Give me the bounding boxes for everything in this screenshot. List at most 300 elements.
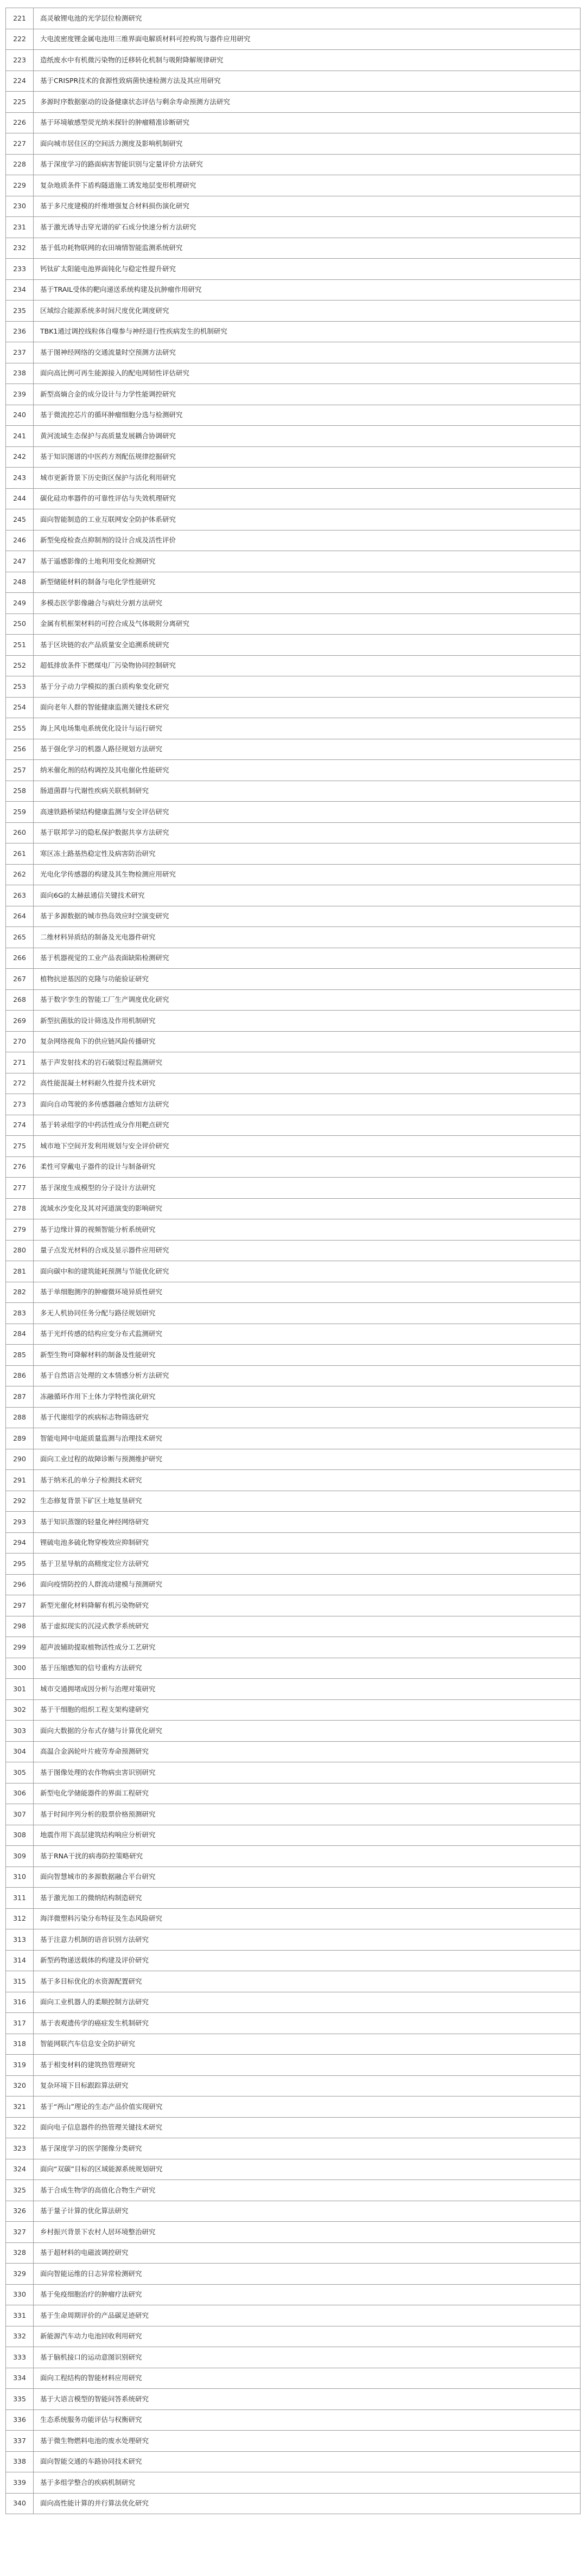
row-number: 296: [6, 1574, 34, 1595]
table-row: [6, 71, 581, 92]
row-number: 265: [6, 927, 34, 948]
table-row: [6, 2222, 581, 2243]
table-row: [6, 363, 581, 384]
project-title: 基于免疫细胞治疗的肿瘤疗法研究: [34, 2284, 581, 2305]
row-number: 282: [6, 1282, 34, 1303]
row-number: 254: [6, 697, 34, 718]
project-title: TBK1通过调控线粒体自噬参与神经退行性疾病发生的机制研究: [34, 321, 581, 342]
row-number: 325: [6, 2180, 34, 2201]
project-title: 钙钛矿太阳能电池界面钝化与稳定性提升研究: [34, 259, 581, 280]
row-number: 233: [6, 259, 34, 280]
project-title: 基于卫星导航的高精度定位方法研究: [34, 1554, 581, 1575]
row-number: 222: [6, 29, 34, 50]
row-number: 230: [6, 196, 34, 217]
project-title: 基于RNA干扰的病毒防控策略研究: [34, 1846, 581, 1867]
table-row: [6, 635, 581, 656]
table-row: [6, 1052, 581, 1073]
table-row: [6, 217, 581, 238]
table-row: [6, 154, 581, 175]
project-title: 高性能混凝土材料耐久性提升技术研究: [34, 1073, 581, 1094]
table-row: [6, 802, 581, 823]
project-title: 面向高比例可再生能源接入的配电网韧性评估研究: [34, 363, 581, 384]
project-title: 面向智能交通的车路协同技术研究: [34, 2451, 581, 2472]
row-number: 243: [6, 468, 34, 489]
project-title: 基于纳米孔的单分子检测技术研究: [34, 1470, 581, 1491]
project-title: 城市交通拥堵成因分析与治理对策研究: [34, 1679, 581, 1700]
row-number: 251: [6, 635, 34, 656]
row-number: 271: [6, 1052, 34, 1073]
table-row: [6, 1574, 581, 1595]
project-title: 基于多源数据的城市热岛效应时空演变研究: [34, 906, 581, 927]
table-row: [6, 1929, 581, 1951]
row-number: 253: [6, 676, 34, 698]
table-row: [6, 1804, 581, 1825]
table-row: [6, 1512, 581, 1533]
project-title: 基于强化学习的机器人路径规划方法研究: [34, 739, 581, 760]
project-title: 基于深度生成模型的分子设计方法研究: [34, 1178, 581, 1199]
row-number: 312: [6, 1908, 34, 1929]
table-row: [6, 1365, 581, 1386]
table-row: [6, 1345, 581, 1366]
project-title: 基于光纤传感的结构应变分布式监测研究: [34, 1324, 581, 1345]
table-row: [6, 1637, 581, 1658]
project-title: 面向智慧城市的多源数据融合平台研究: [34, 1867, 581, 1888]
project-title: 基于知识图谱的中医药方剂配伍规律挖掘研究: [34, 446, 581, 468]
row-number: 293: [6, 1512, 34, 1533]
row-number: 241: [6, 426, 34, 447]
table-row: [6, 1491, 581, 1512]
project-title: 高速铁路桥梁结构健康监测与安全评估研究: [34, 802, 581, 823]
row-number: 327: [6, 2222, 34, 2243]
table-row: [6, 384, 581, 405]
project-title: 基于代谢组学的疾病标志物筛选研究: [34, 1407, 581, 1428]
table-row: [6, 196, 581, 217]
project-title: 超低排放条件下燃煤电厂污染物协同控制研究: [34, 655, 581, 676]
project-list-table: [5, 8, 581, 2514]
row-number: 255: [6, 718, 34, 739]
table-row: [6, 2305, 581, 2326]
table-row: [6, 2201, 581, 2222]
table-row: [6, 1741, 581, 1762]
project-title: 新型光催化材料降解有机污染物研究: [34, 1595, 581, 1616]
row-number: 276: [6, 1156, 34, 1178]
row-number: 263: [6, 885, 34, 906]
row-number: 229: [6, 175, 34, 196]
project-title: 黄河流域生态保护与高质量发展耦合协调研究: [34, 426, 581, 447]
project-title: 高灵敏锂电池的光学层位检测研究: [34, 8, 581, 29]
table-row: [6, 1783, 581, 1804]
row-number: 267: [6, 969, 34, 990]
row-number: 242: [6, 446, 34, 468]
table-row: [6, 1407, 581, 1428]
project-title: 新型抗菌肽的设计筛选及作用机制研究: [34, 1011, 581, 1032]
table-row: [6, 1303, 581, 1324]
table-row: [6, 509, 581, 530]
project-title: 量子点发光材料的合成及显示器件应用研究: [34, 1240, 581, 1261]
table-row: [6, 1240, 581, 1261]
row-number: 299: [6, 1637, 34, 1658]
project-title: 基于多组学整合的疾病机制研究: [34, 2472, 581, 2494]
row-number: 289: [6, 1428, 34, 1449]
table-row: [6, 1031, 581, 1052]
project-title: 大电流密度锂金属电池用三维界面电解质材料可控构筑与器件应用研究: [34, 29, 581, 50]
project-title: 面向电子信息器件的热管理关键技术研究: [34, 2117, 581, 2138]
project-list-body: [6, 8, 581, 2514]
row-number: 305: [6, 1762, 34, 1784]
row-number: 338: [6, 2451, 34, 2472]
row-number: 320: [6, 2075, 34, 2096]
row-number: 285: [6, 1345, 34, 1366]
row-number: 292: [6, 1491, 34, 1512]
project-title: 面向6G的太赫兹通信关键技术研究: [34, 885, 581, 906]
project-title: 基于生命周期评价的产品碳足迹研究: [34, 2305, 581, 2326]
row-number: 286: [6, 1365, 34, 1386]
row-number: 277: [6, 1178, 34, 1199]
table-row: [6, 2180, 581, 2201]
table-row: [6, 279, 581, 301]
project-title: 多模态医学影像融合与病灶分割方法研究: [34, 593, 581, 614]
project-title: 基于分子动力学模拟的蛋白质构象变化研究: [34, 676, 581, 698]
project-title: 基于联邦学习的隐私保护数据共享方法研究: [34, 822, 581, 843]
table-row: [6, 1428, 581, 1449]
table-row: [6, 2138, 581, 2159]
table-row: [6, 2347, 581, 2368]
table-row: [6, 927, 581, 948]
table-row: [6, 133, 581, 155]
table-row: [6, 1282, 581, 1303]
project-title: 复杂网络视角下的供应链风险传播研究: [34, 1031, 581, 1052]
table-row: [6, 989, 581, 1011]
table-row: [6, 948, 581, 969]
row-number: 281: [6, 1261, 34, 1282]
row-number: 336: [6, 2409, 34, 2431]
project-title: 基于深度学习的路面病害智能识别与定量评价方法研究: [34, 154, 581, 175]
project-title: 面向老年人群的智能健康监测关键技术研究: [34, 697, 581, 718]
row-number: 226: [6, 112, 34, 133]
row-number: 328: [6, 2242, 34, 2264]
project-title: 基于环境敏感型荧光纳米探针的肿瘤精准诊断研究: [34, 112, 581, 133]
table-row: [6, 1324, 581, 1345]
row-number: 331: [6, 2305, 34, 2326]
table-row: [6, 8, 581, 29]
project-title: 基于微流控芯片的循环肿瘤细胞分选与检测研究: [34, 405, 581, 426]
project-title: 基于激光诱导击穿光谱的矿石成分快速分析方法研究: [34, 217, 581, 238]
table-row: [6, 864, 581, 885]
row-number: 330: [6, 2284, 34, 2305]
row-number: 227: [6, 133, 34, 155]
row-number: 315: [6, 1971, 34, 1992]
project-title: 碳化硅功率器件的可靠性评估与失效机理研究: [34, 488, 581, 509]
table-row: [6, 1136, 581, 1157]
table-row: [6, 2242, 581, 2264]
row-number: 334: [6, 2368, 34, 2389]
row-number: 245: [6, 509, 34, 530]
table-row: [6, 593, 581, 614]
row-number: 314: [6, 1950, 34, 1971]
table-row: [6, 446, 581, 468]
row-number: 302: [6, 1699, 34, 1721]
table-row: [6, 2075, 581, 2096]
row-number: 250: [6, 613, 34, 635]
row-number: 311: [6, 1888, 34, 1909]
project-title: 基于“两山”理论的生态产品价值实现研究: [34, 2096, 581, 2118]
row-number: 321: [6, 2096, 34, 2118]
project-title: 面向大数据的分布式存储与计算优化研究: [34, 1721, 581, 1742]
project-title: 基于数字孪生的智能工厂生产调度优化研究: [34, 989, 581, 1011]
row-number: 232: [6, 238, 34, 259]
table-row: [6, 1908, 581, 1929]
project-title: 面向工业机器人的柔顺控制方法研究: [34, 1992, 581, 2013]
project-title: 城市地下空间开发利用规划与安全评价研究: [34, 1136, 581, 1157]
project-title: 基于深度学习的医学图像分类研究: [34, 2138, 581, 2159]
table-row: [6, 718, 581, 739]
row-number: 261: [6, 843, 34, 865]
project-title: 超声波辅助提取植物活性成分工艺研究: [34, 1637, 581, 1658]
project-title: 金属有机框架材料的可控合成及气体吸附分离研究: [34, 613, 581, 635]
table-row: [6, 1825, 581, 1846]
row-number: 268: [6, 989, 34, 1011]
table-row: [6, 1699, 581, 1721]
project-title: 多无人机协同任务分配与路径规划研究: [34, 1303, 581, 1324]
table-row: [6, 2368, 581, 2389]
table-row: [6, 2451, 581, 2472]
project-title: 基于遥感影像的土地利用变化检测研究: [34, 551, 581, 572]
table-row: [6, 697, 581, 718]
row-number: 237: [6, 342, 34, 363]
row-number: 326: [6, 2201, 34, 2222]
table-row: [6, 2284, 581, 2305]
row-number: 300: [6, 1658, 34, 1679]
table-row: [6, 405, 581, 426]
table-row: [6, 301, 581, 322]
table-row: [6, 1950, 581, 1971]
row-number: 318: [6, 2034, 34, 2055]
project-title: 新型高熵合金的成分设计与力学性能调控研究: [34, 384, 581, 405]
table-row: [6, 2117, 581, 2138]
table-row: [6, 321, 581, 342]
project-title: 智能电网中电能质量监测与治理技术研究: [34, 1428, 581, 1449]
project-title: 基于低功耗物联网的农田墒情智能监测系统研究: [34, 238, 581, 259]
row-number: 322: [6, 2117, 34, 2138]
table-row: [6, 1449, 581, 1470]
project-title: 面向高性能计算的并行算法优化研究: [34, 2493, 581, 2514]
table-row: [6, 1554, 581, 1575]
row-number: 313: [6, 1929, 34, 1951]
project-title: 基于图像处理的农作物病虫害识别研究: [34, 1762, 581, 1784]
table-row: [6, 342, 581, 363]
table-row: [6, 1156, 581, 1178]
row-number: 257: [6, 760, 34, 781]
table-row: [6, 1721, 581, 1742]
project-title: 基于超材料的电磁波调控研究: [34, 2242, 581, 2264]
table-row: [6, 1658, 581, 1679]
table-row: [6, 2431, 581, 2452]
row-number: 333: [6, 2347, 34, 2368]
row-number: 252: [6, 655, 34, 676]
row-number: 332: [6, 2326, 34, 2347]
table-row: [6, 613, 581, 635]
row-number: 304: [6, 1741, 34, 1762]
table-row: [6, 2493, 581, 2514]
project-title: 基于CRISPR技术的食源性致病菌快速检测方法及其应用研究: [34, 71, 581, 92]
row-number: 246: [6, 530, 34, 551]
row-number: 337: [6, 2431, 34, 2452]
table-row: [6, 426, 581, 447]
project-title: 乡村振兴背景下农村人居环境整治研究: [34, 2222, 581, 2243]
row-number: 310: [6, 1867, 34, 1888]
table-row: [6, 530, 581, 551]
project-title: 复杂地质条件下盾构隧道施工诱发地层变形机理研究: [34, 175, 581, 196]
row-number: 262: [6, 864, 34, 885]
project-title: 地震作用下高层建筑结构响应分析研究: [34, 1825, 581, 1846]
table-row: [6, 1219, 581, 1241]
project-title: 冻融循环作用下土体力学特性演化研究: [34, 1386, 581, 1408]
row-number: 240: [6, 405, 34, 426]
table-row: [6, 468, 581, 489]
project-title: 基于边缘计算的视频智能分析系统研究: [34, 1219, 581, 1241]
table-row: [6, 1178, 581, 1199]
project-title: 多源时序数据驱动的设备健康状态评估与剩余寿命预测方法研究: [34, 92, 581, 113]
row-number: 259: [6, 802, 34, 823]
row-number: 340: [6, 2493, 34, 2514]
project-title: 面向“双碳”目标的区域能源系统规划研究: [34, 2159, 581, 2180]
table-row: [6, 676, 581, 698]
project-title: 光电化学传感器的构建及其生物检测应用研究: [34, 864, 581, 885]
project-title: 基于转录组学的中药活性成分作用靶点研究: [34, 1115, 581, 1136]
row-number: 272: [6, 1073, 34, 1094]
table-row: [6, 906, 581, 927]
row-number: 303: [6, 1721, 34, 1742]
row-number: 260: [6, 822, 34, 843]
project-title: 面向工业过程的故障诊断与预测维护研究: [34, 1449, 581, 1470]
row-number: 295: [6, 1554, 34, 1575]
table-row: [6, 1470, 581, 1491]
table-row: [6, 29, 581, 50]
row-number: 306: [6, 1783, 34, 1804]
row-number: 316: [6, 1992, 34, 2013]
project-title: 新能源汽车动力电池回收利用研究: [34, 2326, 581, 2347]
table-row: [6, 2472, 581, 2494]
row-number: 223: [6, 50, 34, 71]
project-title: 基于机器视觉的工业产品表面缺陷检测研究: [34, 948, 581, 969]
project-title: 基于表观遗传学的癌症发生机制研究: [34, 2013, 581, 2034]
project-title: 海洋微塑料污染分布特征及生态风险研究: [34, 1908, 581, 1929]
table-row: [6, 655, 581, 676]
table-row: [6, 50, 581, 71]
row-number: 319: [6, 2055, 34, 2076]
row-number: 287: [6, 1386, 34, 1408]
row-number: 275: [6, 1136, 34, 1157]
project-title: 面向自动驾驶的多传感器融合感知方法研究: [34, 1094, 581, 1115]
project-title: 基于合成生物学的高值化合物生产研究: [34, 2180, 581, 2201]
row-number: 309: [6, 1846, 34, 1867]
row-number: 247: [6, 551, 34, 572]
row-number: 266: [6, 948, 34, 969]
project-title: 造纸废水中有机微污染物的迁移转化机制与吸附降解规律研究: [34, 50, 581, 71]
table-row: [6, 1888, 581, 1909]
project-title: 基于声发射技术的岩石破裂过程监测研究: [34, 1052, 581, 1073]
project-title: 基于压缩感知的信号重构方法研究: [34, 1658, 581, 1679]
row-number: 249: [6, 593, 34, 614]
row-number: 238: [6, 363, 34, 384]
project-title: 基于图神经网络的交通流量时空预测方法研究: [34, 342, 581, 363]
project-title: 流域水沙变化及其对河道演变的影响研究: [34, 1198, 581, 1219]
project-title: 基于注意力机制的语音识别方法研究: [34, 1929, 581, 1951]
table-row: [6, 822, 581, 843]
row-number: 297: [6, 1595, 34, 1616]
project-title: 基于自然语言处理的文本情感分析方法研究: [34, 1365, 581, 1386]
table-row: [6, 1386, 581, 1408]
project-title: 植物抗逆基因的克隆与功能验证研究: [34, 969, 581, 990]
row-number: 335: [6, 2389, 34, 2410]
project-title: 二维材料异质结的制备及光电器件研究: [34, 927, 581, 948]
table-row: [6, 2159, 581, 2180]
table-row: [6, 1094, 581, 1115]
row-number: 284: [6, 1324, 34, 1345]
project-title: 基于干细胞的组织工程支架构建研究: [34, 1699, 581, 1721]
row-number: 244: [6, 488, 34, 509]
row-number: 317: [6, 2013, 34, 2034]
table-row: [6, 1532, 581, 1554]
table-row: [6, 2055, 581, 2076]
table-row: [6, 1198, 581, 1219]
project-title: 面向工程结构的智能材料应用研究: [34, 2368, 581, 2389]
project-title: 基于相变材料的建筑热管理研究: [34, 2055, 581, 2076]
table-row: [6, 739, 581, 760]
row-number: 280: [6, 1240, 34, 1261]
row-number: 224: [6, 71, 34, 92]
row-number: 329: [6, 2264, 34, 2285]
project-title: 新型免疫检查点抑制剂的设计合成及活性评价: [34, 530, 581, 551]
table-row: [6, 781, 581, 802]
row-number: 324: [6, 2159, 34, 2180]
table-row: [6, 1616, 581, 1637]
project-title: 基于知识蒸馏的轻量化神经网络研究: [34, 1512, 581, 1533]
table-row: [6, 112, 581, 133]
row-number: 283: [6, 1303, 34, 1324]
row-number: 235: [6, 301, 34, 322]
table-row: [6, 1971, 581, 1992]
project-title: 基于多尺度建模的纤维增强复合材料损伤演化研究: [34, 196, 581, 217]
project-title: 基于激光加工的微纳结构制造研究: [34, 1888, 581, 1909]
project-title: 基于区块链的农产品质量安全追溯系统研究: [34, 635, 581, 656]
table-row: [6, 2264, 581, 2285]
document-table-container: [5, 8, 581, 2514]
row-number: 256: [6, 739, 34, 760]
row-number: 273: [6, 1094, 34, 1115]
row-number: 225: [6, 92, 34, 113]
table-row: [6, 488, 581, 509]
project-title: 纳米催化剂的结构调控及其电催化性能研究: [34, 760, 581, 781]
table-row: [6, 2096, 581, 2118]
project-title: 基于大语言模型的智能问答系统研究: [34, 2389, 581, 2410]
row-number: 269: [6, 1011, 34, 1032]
row-number: 288: [6, 1407, 34, 1428]
project-title: 基于微生物燃料电池的废水处理研究: [34, 2431, 581, 2452]
table-row: [6, 1073, 581, 1094]
table-row: [6, 2409, 581, 2431]
table-row: [6, 1595, 581, 1616]
project-title: 新型生物可降解材料的制备及性能研究: [34, 1345, 581, 1366]
project-title: 区域综合能源系统多时间尺度优化调度研究: [34, 301, 581, 322]
row-number: 234: [6, 279, 34, 301]
project-title: 基于虚拟现实的沉浸式教学系统研究: [34, 1616, 581, 1637]
row-number: 270: [6, 1031, 34, 1052]
row-number: 239: [6, 384, 34, 405]
table-row: [6, 92, 581, 113]
table-row: [6, 175, 581, 196]
row-number: 307: [6, 1804, 34, 1825]
